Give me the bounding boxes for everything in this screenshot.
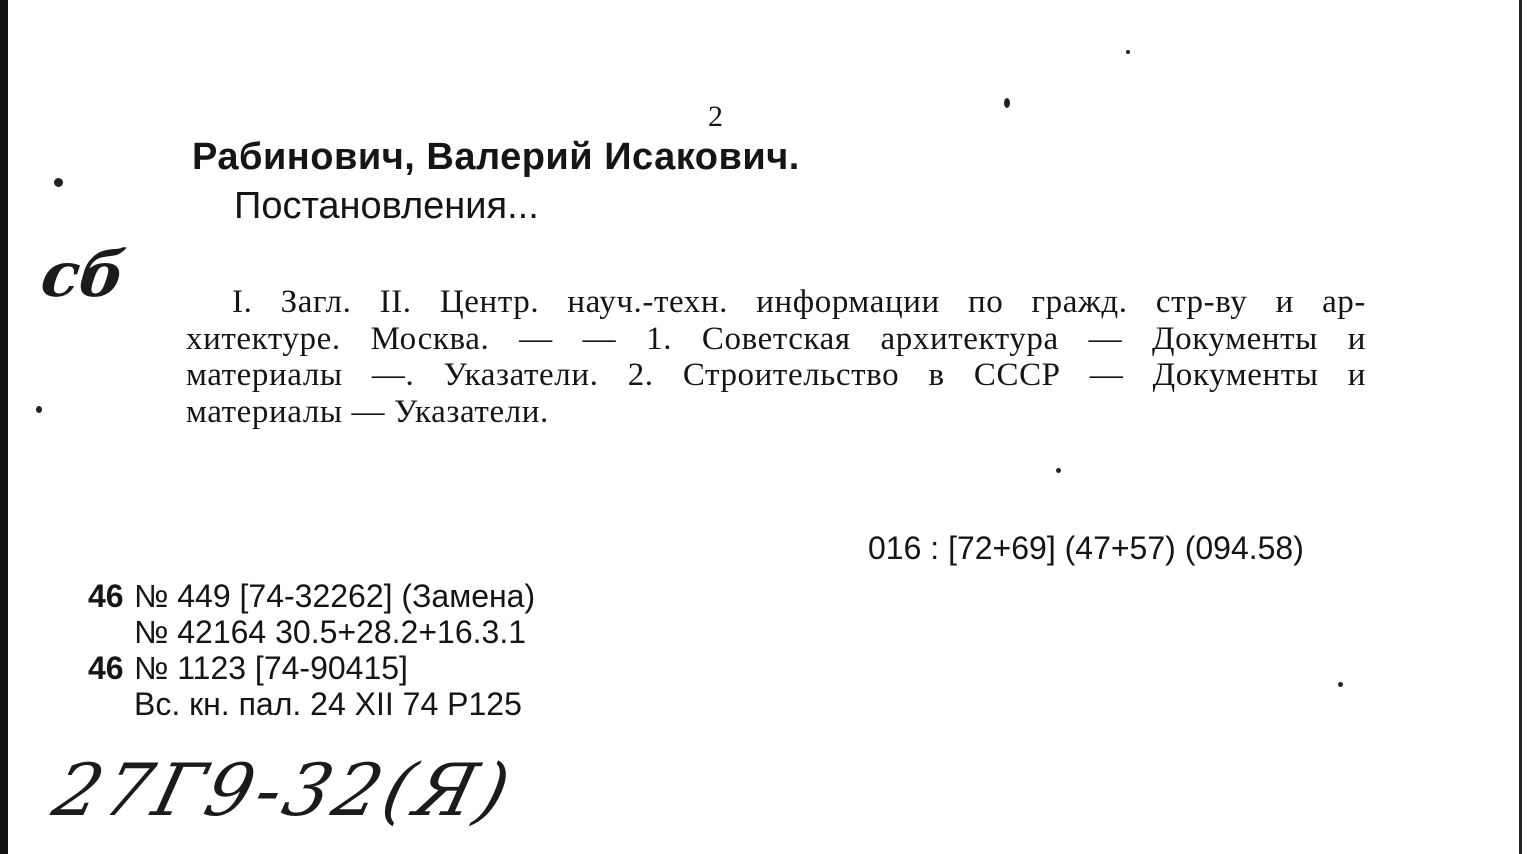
description-line: материалы — Указатели. xyxy=(186,394,549,430)
handwritten-collection-code: сб xyxy=(36,238,130,311)
description-line: материалы —. Указатели. 2. Строительство в СССР — Документы и xyxy=(186,357,1366,393)
registry-prefix: 46 xyxy=(88,650,124,686)
registry-line: № 449 [74-32262] (Замена) xyxy=(134,578,536,614)
ink-speck xyxy=(1126,50,1130,54)
ink-speck xyxy=(54,178,63,187)
ink-speck xyxy=(1004,98,1010,108)
registry-prefix: 46 xyxy=(88,578,124,614)
description-line: I. Загл. II. Центр. науч.-техн. информации по гражд. стр-ву и ар- xyxy=(232,284,1366,320)
author-heading: Рабинович, Валерий Исакович. xyxy=(192,136,800,178)
classification-index: 016 : [72+69] (47+57) (094.58) xyxy=(868,530,1304,566)
ink-speck xyxy=(1338,682,1343,687)
registry-line: № 42164 30.5+28.2+16.3.1 xyxy=(134,614,526,650)
card-right-edge xyxy=(1519,0,1522,854)
description-line: хитектуре. Москва. — — 1. Советская архитектура — Документы и xyxy=(186,321,1366,357)
registry-line: № 1123 [74-90415] xyxy=(134,650,408,686)
ink-speck xyxy=(1056,468,1061,473)
registry-line: Вс. кн. пал. 24 XII 74 Р125 xyxy=(134,686,522,722)
card-left-edge xyxy=(0,0,8,854)
page-number: 2 xyxy=(708,100,723,133)
work-title: Постановления... xyxy=(234,185,539,227)
ink-speck xyxy=(36,406,42,413)
handwritten-shelfmark: 27Г9-32(Я) xyxy=(45,748,522,832)
